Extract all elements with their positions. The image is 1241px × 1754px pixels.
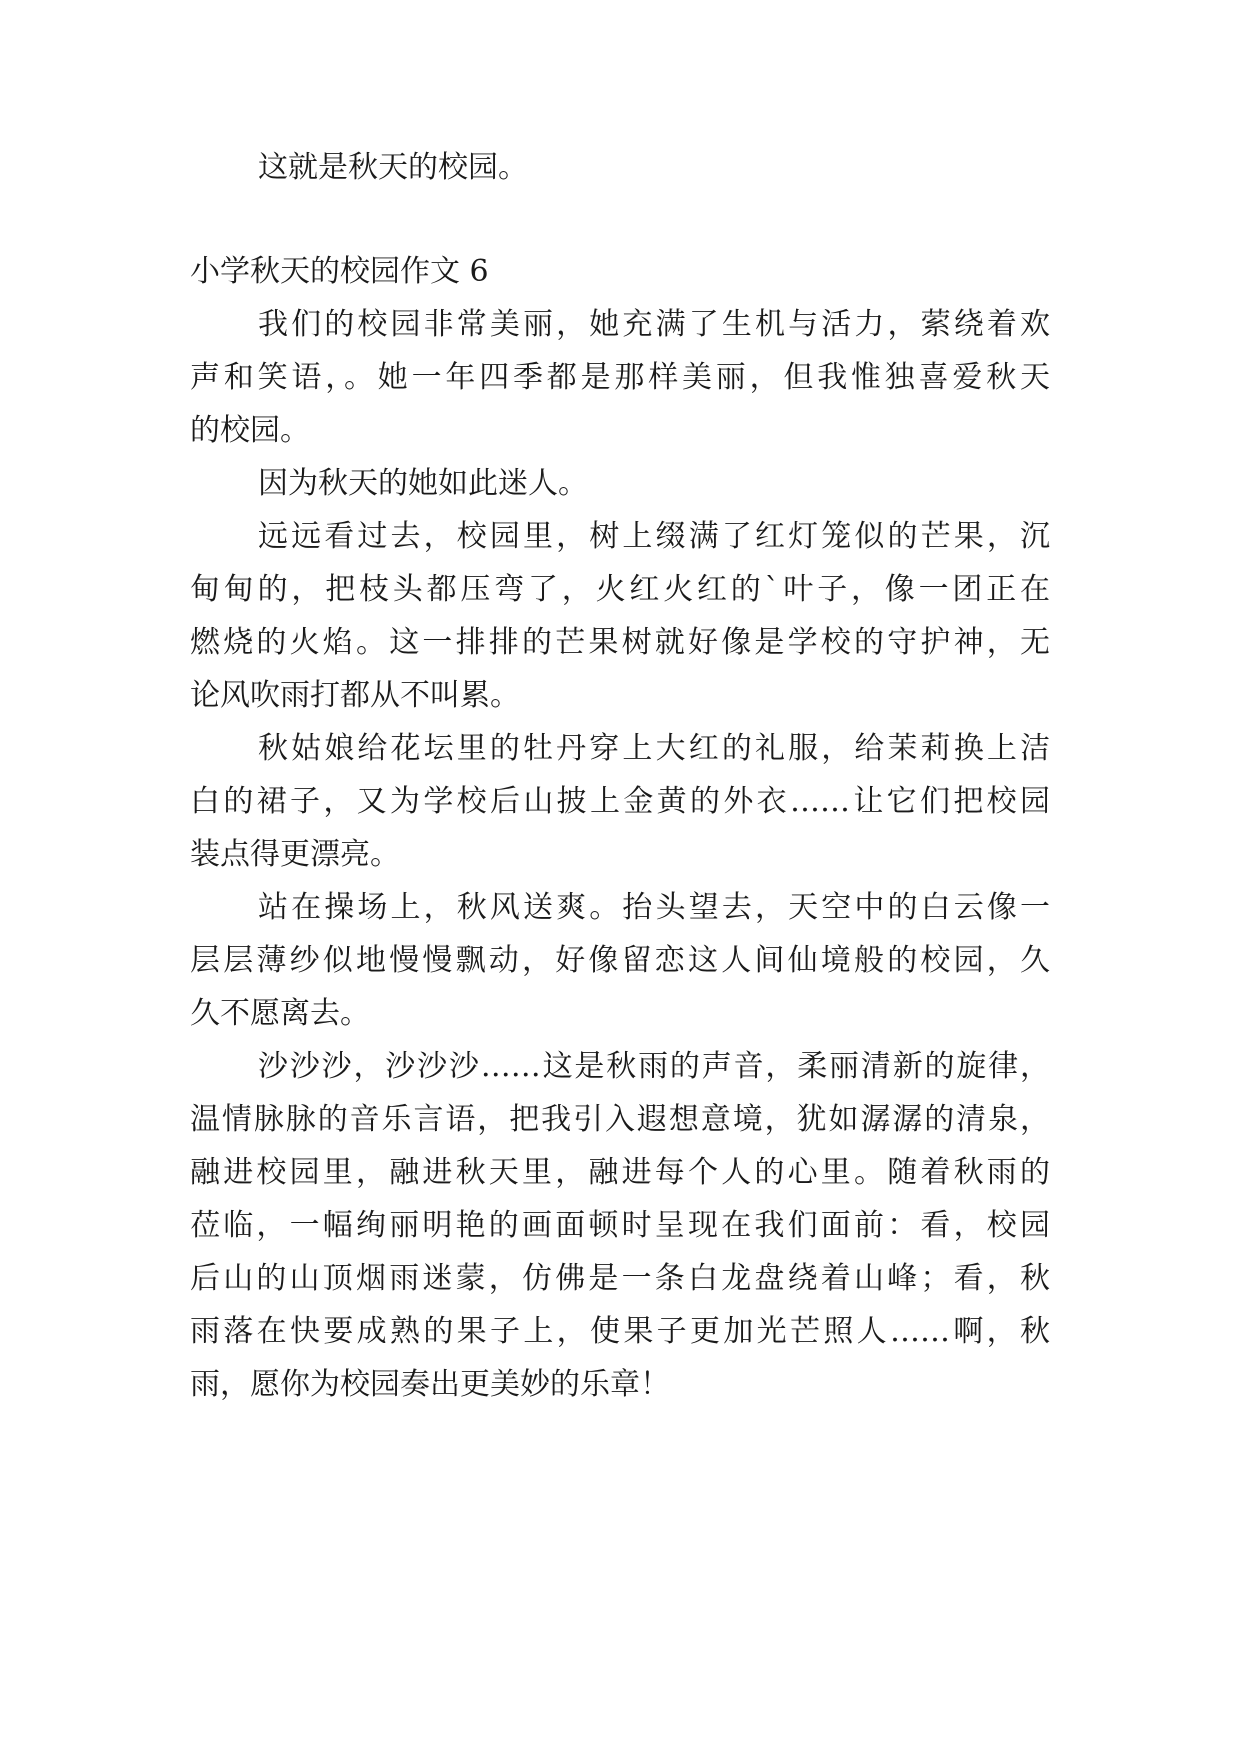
paragraph-1-line-2: 声和笑语，。她一年四季都是那样美丽，但我惟独喜爱秋天 <box>190 360 1050 395</box>
essay-heading: 小学秋天的校园作文 6 <box>190 254 489 289</box>
paragraph-4-line-1: 秋姑娘给花坛里的牡丹穿上大红的礼服，给茉莉换上洁 <box>258 731 1050 766</box>
paragraph-4-line-2: 白的裙子，又为学校后山披上金黄的外衣……让它们把校园 <box>190 784 1050 819</box>
paragraph-5-line-1: 站在操场上，秋风送爽。抬头望去，天空中的白云像一 <box>258 890 1050 925</box>
paragraph-4-line-3: 装点得更漂亮。 <box>190 837 400 872</box>
intro-line: 这就是秋天的校园。 <box>258 150 528 185</box>
paragraph-3-line-3: 燃烧的火焰。这一排排的芒果树就好像是学校的守护神，无 <box>190 625 1050 660</box>
paragraph-6-line-3: 融进校园里，融进秋天里，融进每个人的心里。随着秋雨的 <box>190 1155 1050 1190</box>
paragraph-1-line-1: 我们的校园非常美丽，她充满了生机与活力，萦绕着欢 <box>258 307 1050 342</box>
paragraph-2-line-1: 因为秋天的她如此迷人。 <box>258 466 588 501</box>
paragraph-6-line-5: 后山的山顶烟雨迷蒙，仿佛是一条白龙盘绕着山峰；看，秋 <box>190 1261 1050 1296</box>
paragraph-6-line-1: 沙沙沙，沙沙沙……这是秋雨的声音，柔丽清新的旋律， <box>258 1049 1050 1084</box>
paragraph-6-line-6: 雨落在快要成熟的果子上，使果子更加光芒照人……啊，秋 <box>190 1314 1050 1349</box>
paragraph-5-line-3: 久不愿离去。 <box>190 996 370 1031</box>
paragraph-5-line-2: 层层薄纱似地慢慢飘动，好像留恋这人间仙境般的校园，久 <box>190 943 1050 978</box>
paragraph-3-line-1: 远远看过去，校园里，树上缀满了红灯笼似的芒果，沉 <box>258 519 1050 554</box>
paragraph-6-line-2: 温情脉脉的音乐言语，把我引入遐想意境，犹如潺潺的清泉， <box>190 1102 1050 1137</box>
paragraph-1-line-3: 的校园。 <box>190 413 310 448</box>
paragraph-6-line-4: 莅临，一幅绚丽明艳的画面顿时呈现在我们面前：看，校园 <box>190 1208 1050 1243</box>
paragraph-3-line-2: 甸甸的，把枝头都压弯了，火红火红的`叶子，像一团正在 <box>190 572 1050 607</box>
paragraph-6-line-7: 雨，愿你为校园奏出更美妙的乐章！ <box>190 1367 670 1402</box>
paragraph-3-line-4: 论风吹雨打都从不叫累。 <box>190 678 520 713</box>
